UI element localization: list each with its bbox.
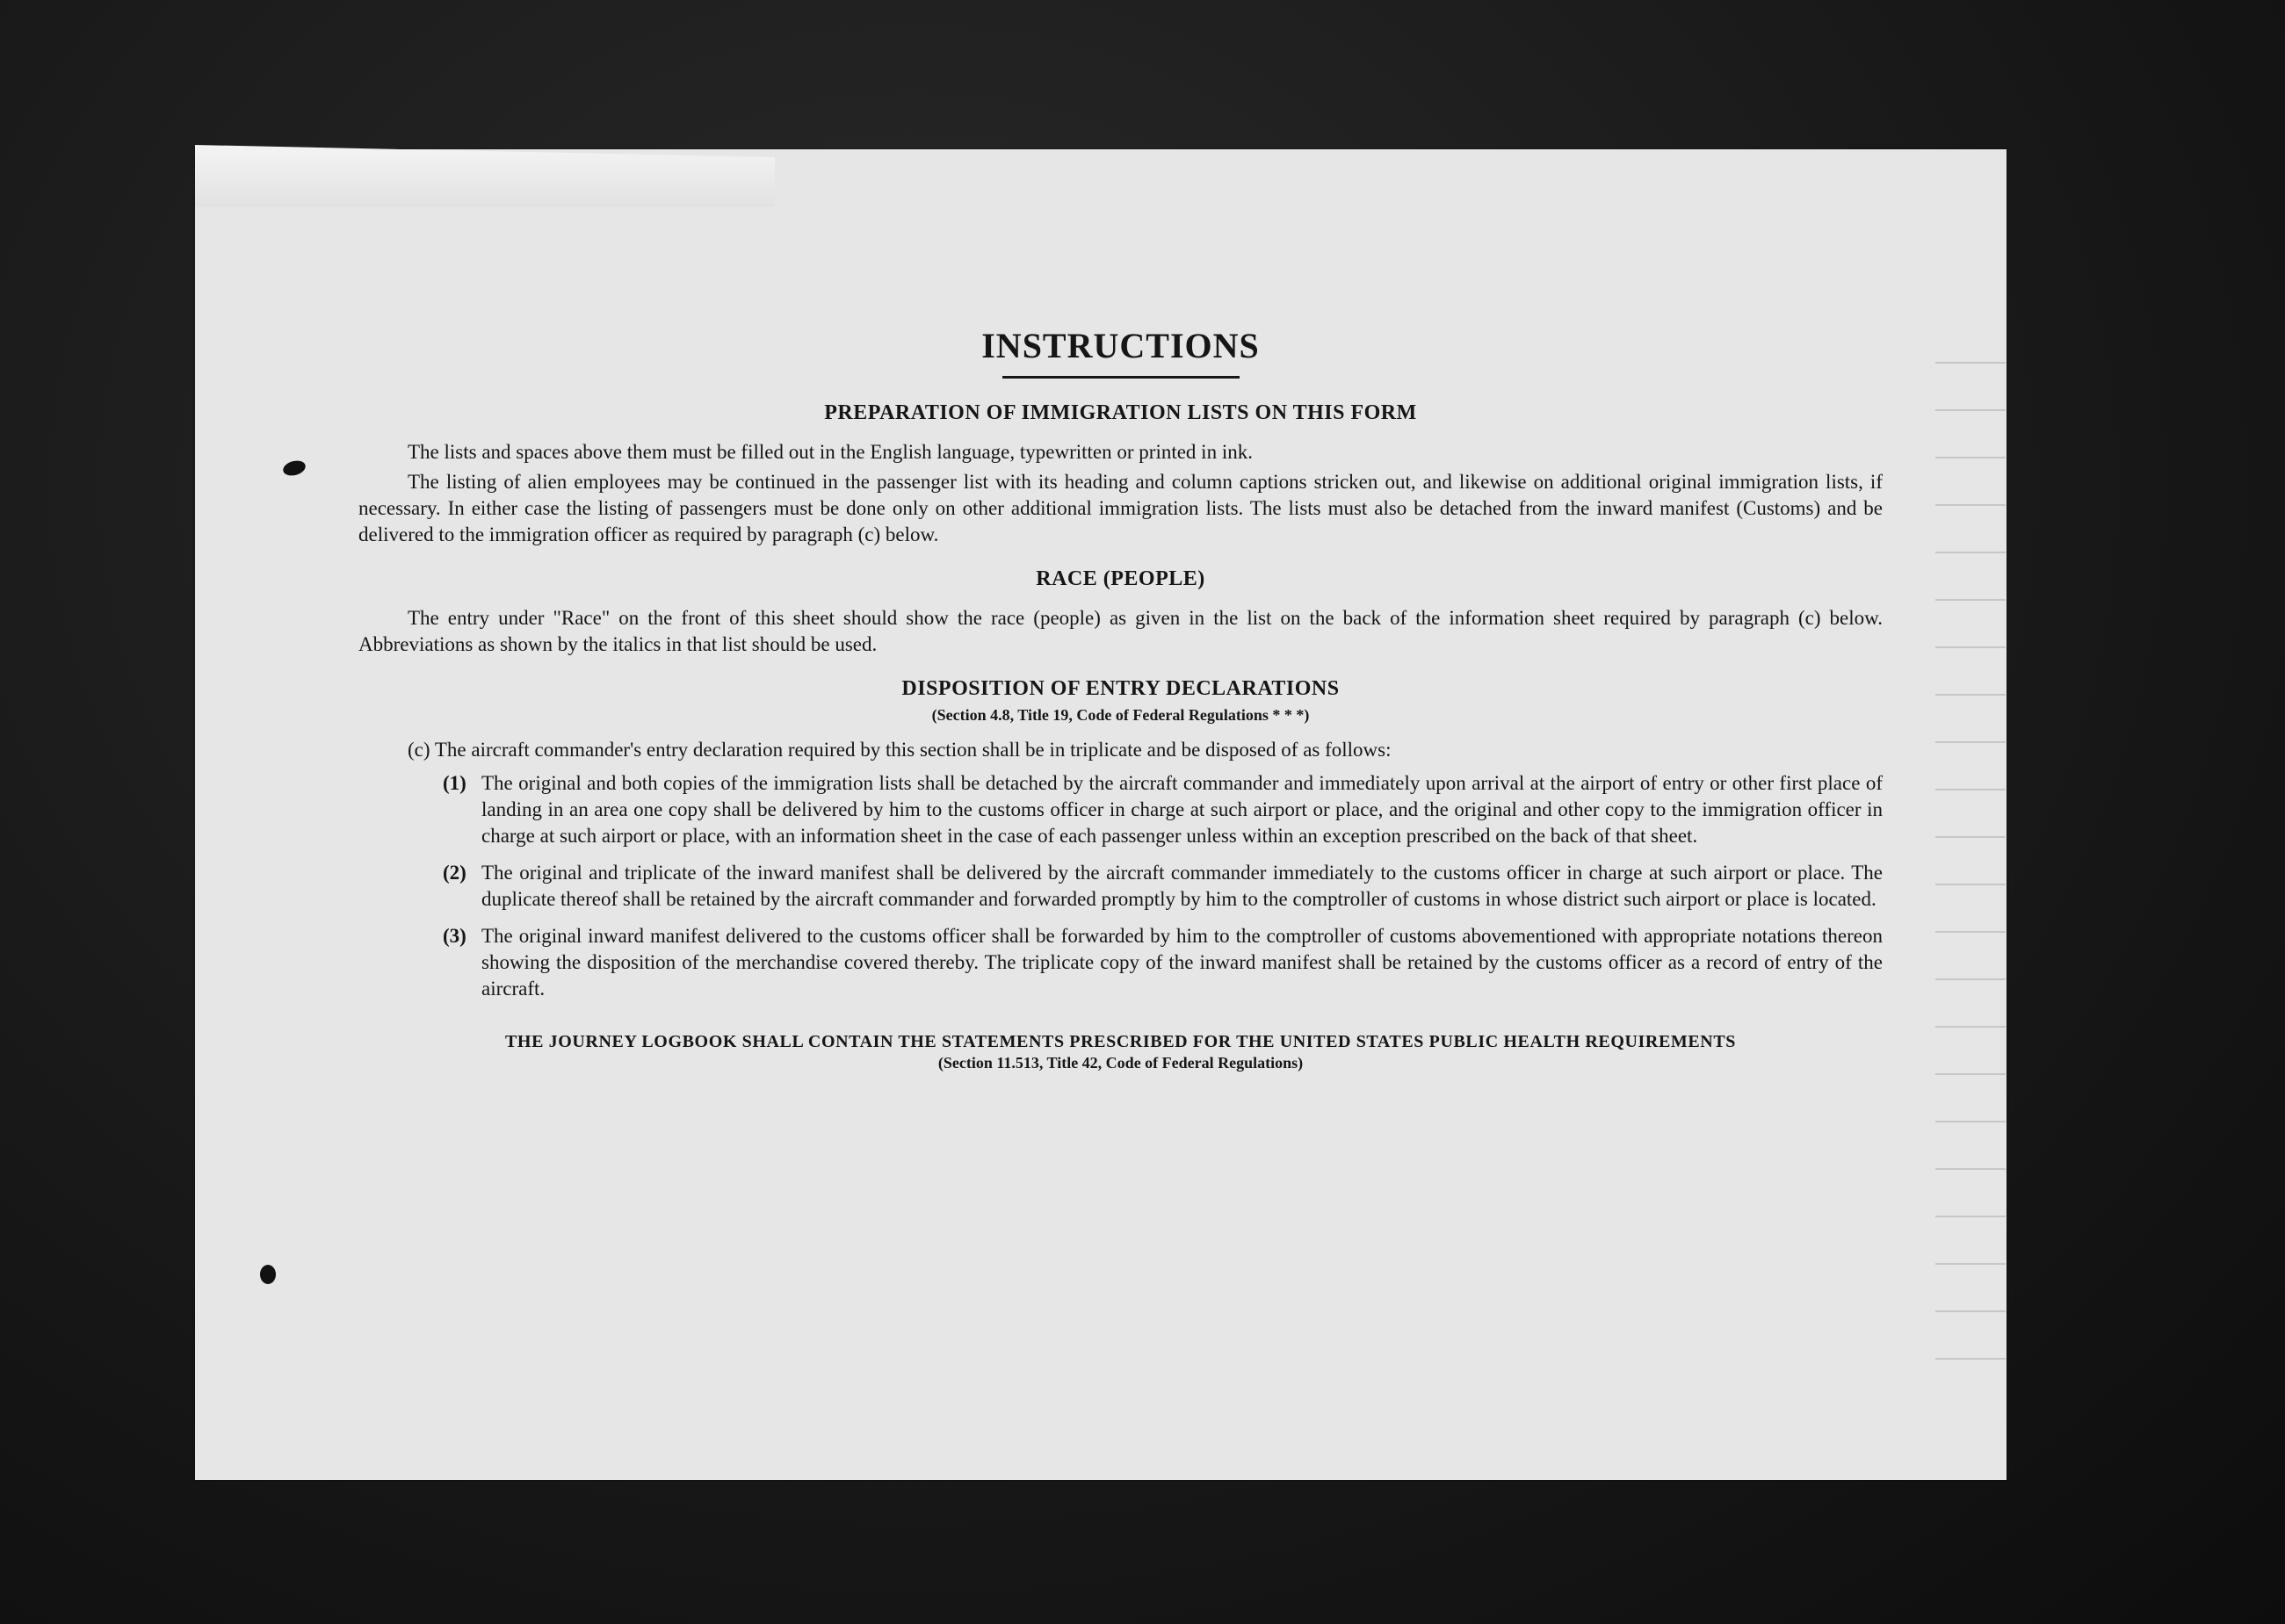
instructions-content bbox=[358, 325, 1883, 1072]
paragraph-preparation-2: The listing of alien employees may be continued in the passenger list with its heading and column captions stricken out, and likewise on additional original immigration lists, if necessary. In either case the listing of passengers must be done only on other additional immigration lists. The lists must also be detached from the inward manifest (Customs) and be delivered to the immigration officer as required by paragraph (c) below. bbox=[358, 471, 1883, 545]
list-item-text: The original inward manifest delivered to the customs officer shall be forwarded by him to the comptroller of customs abovementioned with appropriate notations thereon showing the disposition of the merchandise covered thereby. The triplicate copy of the inward manifest shall be retained by the customs officer as a record of entry of the aircraft. bbox=[481, 925, 1883, 1000]
section-subheading-disposition: (Section 4.8, Title 19, Code of Federal Regulations * * *) bbox=[931, 706, 1310, 724]
title-underline bbox=[1002, 376, 1240, 379]
ink-blot-bottom bbox=[260, 1265, 276, 1284]
footer-statement: THE JOURNEY LOGBOOK SHALL CONTAIN THE STATEMENTS PRESCRIBED FOR THE UNITED STATES PUBLIC HEALTH REQUIREMENTS bbox=[504, 1032, 1737, 1051]
list-item-number: (3) bbox=[443, 925, 466, 947]
list-item-number: (1) bbox=[443, 772, 466, 794]
list-item bbox=[443, 770, 1883, 849]
list-item-text: The original and both copies of the immigration lists shall be detached by the aircraft commander and immediately upon arrival at the airport of entry or other first place of landing in an area one copy shall be delivered by him to the customs officer in charge at such airport or place, and the original and other copy to the immigration officer in charge at such airport or place, with an information sheet in the case of each passenger unless within an exception prescribed on the back of that sheet. bbox=[481, 772, 1883, 847]
disposition-intro: (c) The aircraft commander's entry declaration required by this section shall be in triplicate and be disposed of as follows: bbox=[408, 739, 1392, 761]
paragraph-race: The entry under "Race" on the front of this sheet should show the race (people) as given in the list on the back of the information sheet required by paragraph (c) below. Abbreviations as shown by the italics in that list should be used. bbox=[358, 607, 1883, 655]
footer-citation: (Section 11.513, Title 42, Code of Federal Regulations) bbox=[937, 1054, 1304, 1072]
list-item bbox=[443, 923, 1883, 1002]
paragraph-preparation-1: The lists and spaces above them must be filled out in the English language, typewritten or printed in ink. bbox=[408, 441, 1253, 463]
section-heading-race: RACE (PEOPLE) bbox=[1036, 567, 1205, 590]
section-heading-disposition: DISPOSITION OF ENTRY DECLARATIONS bbox=[901, 677, 1340, 700]
bleed-through-lines bbox=[1935, 316, 2006, 1370]
list-item bbox=[443, 860, 1883, 913]
section-heading-preparation: PREPARATION OF IMMIGRATION LISTS ON THIS FORM bbox=[824, 401, 1417, 424]
list-item-number: (2) bbox=[443, 862, 466, 884]
list-item-text: The original and triplicate of the inward manifest shall be delivered by the aircraft commander immediately to the customs officer in charge at such airport or place. The duplicate thereof shall be retained by the aircraft commander and forwarded promptly by him to the comptroller of customs in whose district such airport or place is located. bbox=[481, 862, 1883, 910]
page-title: INSTRUCTIONS bbox=[981, 326, 1260, 365]
